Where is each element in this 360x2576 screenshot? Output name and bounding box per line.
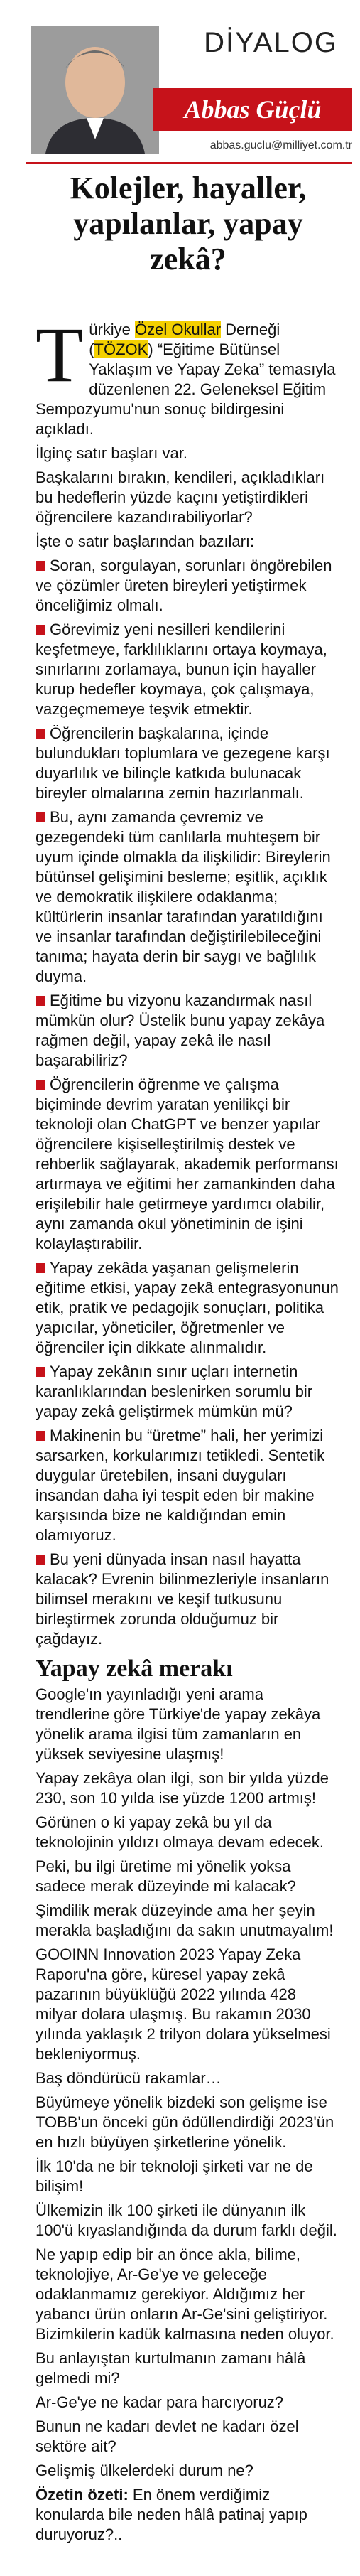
paragraph: Peki, bu ilgi üretime mi yönelik yoksa sadece merak düzeyinde mi kalacak? [36,1857,296,1895]
text-span: ürkiye [89,321,135,338]
paragraph: Ülkemizin ilk 100 şirketi ile dünyanın ilk 100'ü kıyaslandığında da durum farklı değil. [36,2201,337,2239]
column-masthead [26,26,352,161]
author-email[interactable]: abbas.guclu@milliyet.com.tr [209,139,352,151]
bullet-icon [36,1367,45,1377]
text-span: Makinenin bu “üretme” hali, her yerimizi sarsarken, korkularımızı tetikledi. Sentetik duygular üretebilen, insani duyguları insandan daha iyi tespit eden bir makine karşısında bize ne kaldığından emin olamıyoruz. [36,1427,325,1544]
paragraph [36,311,341,439]
paragraph: İlk 10'da ne bir teknoloji şirketi var ne de bilişim! [36,2157,313,2195]
bullet-paragraph [36,724,341,803]
paragraph: Bunun ne kadarı devlet ne kadarı özel sektöre ait? [36,2417,299,2455]
text-span: Öğrencilerin öğrenme ve çalışma biçiminde devrim yaratan yenilikçi bir teknoloji olan ChatGPT ve benzer yapılar öğrencilere kişiselleştirilmiş destek ve rehberlik sağlayarak, akademik performansı artırmaya ve eğitimi her zamankinden daha erişilebilir hale getirmeye yardımcı olabilir, aynı zamanda okul yönetiminin de işini kolaylaştırabilir. [36,1075,339,1252]
paragraph: Google'ın yayınladığı yeni arama trendlerine göre Türkiye'de yapay zekâya yönelik arama ilgisi tüm zamanların en yüksek seviyesine ulaşmış! [36,1685,321,1763]
bullet-icon [36,1431,45,1441]
bullet-paragraph [36,1426,341,1545]
paragraph: Başkalarını bırakın, kendileri, açıkladıkları bu hedeflerin yüzde kaçını yetiştirdikleri öğrencilere kazandırabiliyorlar? [36,468,325,526]
section-heading: Yapay zekâ merakı [36,1655,233,1682]
bullet-icon [36,729,45,739]
summary-label: Özetin özeti: [36,2486,129,2503]
paragraph: Görünen o ki yapay zekâ bu yıl da teknolojinin yıldızı olmaya devam edecek. [36,1813,324,1851]
bullet-icon [36,1263,45,1273]
page-title: Kolejler, hayaller, yapılanlar, yapay zekâ? [70,171,307,277]
bullet-icon [36,625,45,635]
paragraph: Ar-Ge'ye ne kadar para harcıyoruz? [36,2393,284,2411]
header-rule [26,162,352,164]
text-span: Yapay zekânın sınır uçları internetin karanlıklarından beslenirken sorumlu bir yapay zekâ geliştirmek mümkün mü? [36,1363,313,1420]
text-span: En önem verdiğimiz konularda bile neden hâlâ patinaj yapıp duruyoruz?.. [36,2486,307,2543]
highlight-text: TÖZOK [94,340,148,358]
bullet-paragraph [36,1258,341,1358]
paragraph: Gelişmiş ülkelerdeki durum ne? [36,2462,253,2479]
bullet-icon [36,996,45,1006]
paragraph: İlginç satır başları var. [36,444,187,462]
bullet-paragraph [36,620,341,719]
bullet-icon [36,1080,45,1090]
highlight-text: Özel Okullar [135,321,222,338]
paragraph: Şimdilik merak düzeyinde ama her şeyin merakla başladığını da sakın unutmayalım! [36,1901,334,1939]
author-photo-icon [31,26,159,154]
bullet-paragraph [36,1362,341,1422]
paragraph: Bu anlayıştan kurtulmanın zamanı hâlâ gelmedi mi? [36,2349,306,2387]
paragraph: Baş döndürücü rakamlar… [36,2069,222,2087]
bullet-paragraph [36,1075,341,1254]
text-span: Eğitime bu vizyonu kazandırmak nasıl mümkün olur? Üstelik bunu yapay zekâya rağmen değil, yapay zekâ ile nasıl başarabiliriz? [36,992,325,1069]
bullet-paragraph [36,556,341,616]
bullet-paragraph [36,807,341,987]
article-body [36,311,341,2549]
text-span: Bu, aynı zamanda çevremiz ve gezegendeki tüm canlılarla muhteşem bir uyum içinde olmakla da ilişkilidir: Bireylerin bütünsel gelişimini besleme; eşitlik, açıklık ve demokratik ilişkilere odaklanma; kültürlerin insanlar tarafından yaratıldığını ve insanlar tarafından değiştirilebileceğini tanıma; hayata derin bir saygı ve bağlılık duyma. [36,808,331,985]
author-portrait [31,26,159,154]
section-tag: DİYALOG [204,27,338,58]
text-span: Öğrencilerin başkalarına, içinde bulundukları toplumlara ve gezegene karşı duyarlılık ve bilinçle katkıda bulunacak bireyler olmalarına zemin hazırlanmalı. [36,724,330,802]
bullet-paragraph [36,991,341,1070]
text-span: Bu yeni dünyada insan nasıl hayatta kalacak? Evrenin bilinmezleriyle insanların bilimsel merakını ve keşif tutkusunu birleştirmek zorunda olduğumuz bir çağdayız. [36,1550,329,1648]
text-span: Soran, sorgulayan, sorunları öngörebilen ve çözümler üreten bireyleri yetiştirmek önceliğimiz olmalı. [36,557,332,614]
paragraph: Büyümeye yönelik bizdeki son gelişme ise TOBB'un önceki gün ödüllendirdiği 2023'ün en hızlı büyüyen şirketlerine yönelik. [36,2093,334,2151]
text-span: Görevimiz yeni nesilleri kendilerini keşfetmeye, farklılıklarını ortaya koymaya, sınırlarını zorlamaya, bunun için hayaller kurup hedefler koymaya, çok çalışmaya, vazgeçmemeye teşvik etmektir. [36,621,327,718]
paragraph: Ne yapıp edip bir an önce akla, bilime, teknolojiye, Ar-Ge'ye ve geleceğe odaklanmamız gerekiyor. Aldığımız her yabancı ürün onların Ar-Ge'sini geliştiriyor. Bizimkilerin kadük kalmasına neden oluyor. [36,2245,334,2343]
paragraph: İşte o satır başlarından bazıları: [36,532,255,550]
text-span: Yapay zekâda yaşanan gelişmelerin eğitime etkisi, yapay zekâ entegrasyonunun etik, pratik ve pedagojik sonuçları, politika yapıcılar, yöneticiler, öğretmenler ve öğrenciler için dikkate alınmalıdır. [36,1259,339,1356]
paragraph: Yapay zekâya olan ilgi, son bir yılda yüzde 230, son 10 yılda ise yüzde 1200 artmış! [36,1769,329,1807]
paragraph [36,2485,341,2545]
paragraph: GOOINN Innovation 2023 Yapay Zeka Raporu'na göre, küresel yapay zekâ pazarının büyüklüğü 2022 yılında 428 milyar dolara ulaşmış. Bu rakamın 2030 yılında yaklaşık 2 trilyon dolara yükselmesi bekleniyormuş. [36,1946,331,2063]
bullet-paragraph [36,1550,341,1649]
author-name: Abbas Güçlü [153,88,352,131]
bullet-icon [36,812,45,822]
drop-cap: T [36,311,84,398]
bullet-icon [36,1555,45,1565]
text-span: Derneği ( [89,321,280,358]
bullet-icon [36,561,45,571]
text-span: ) “Eğitime Bütünsel Yaklaşım ve Yapay Zeka” temasıyla düzenlenen 22. Geleneksel Eğitim Sempozyumu'nun sonuç bildirgesini açıkladı. [36,340,336,438]
